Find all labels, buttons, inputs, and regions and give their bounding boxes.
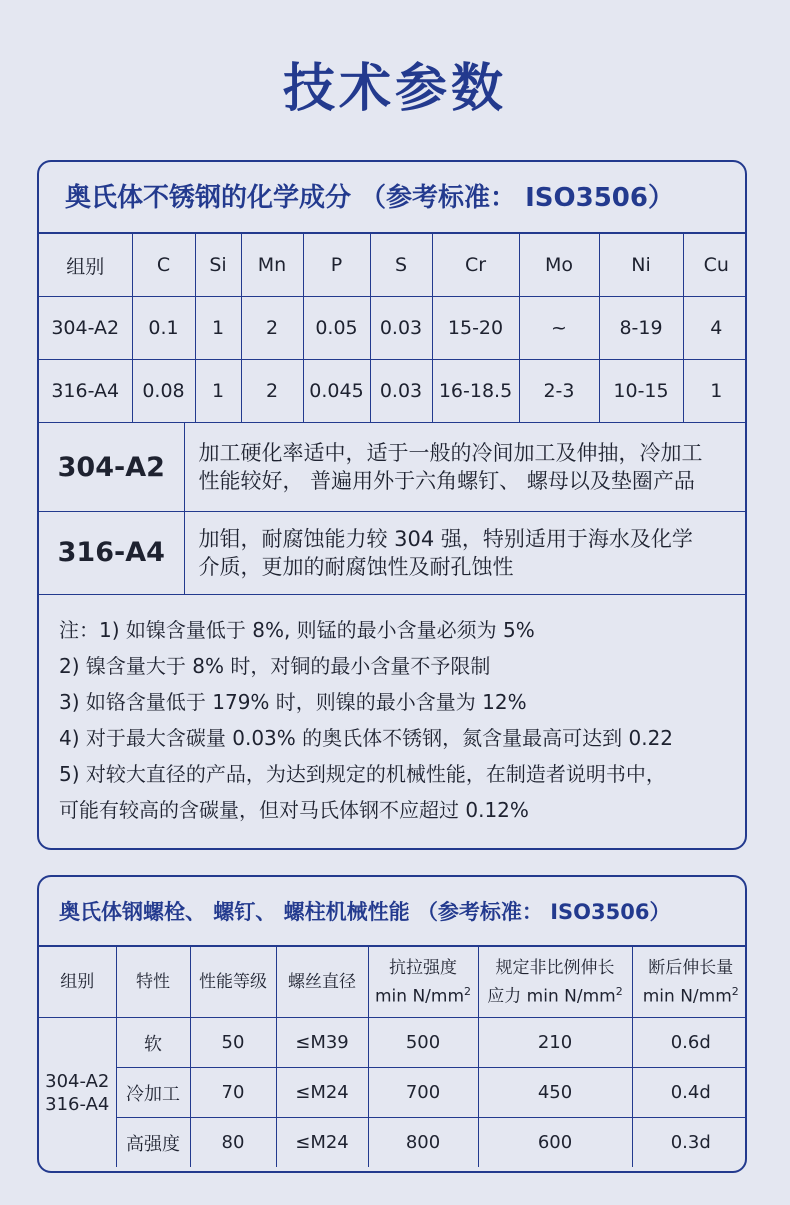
- table-cell: 1: [683, 360, 747, 423]
- header-unit: min N/mm: [374, 986, 465, 1007]
- header-cell: 螺丝直径: [276, 947, 368, 1018]
- table-cell: 0.3d: [632, 1118, 747, 1168]
- header-cell: Cu: [683, 234, 747, 297]
- table-cell: 50: [190, 1018, 276, 1068]
- table-cell: 2: [241, 297, 303, 360]
- header-cell: 组别: [39, 947, 116, 1018]
- table-cell: 10-15: [599, 360, 683, 423]
- header-cell: S: [370, 234, 432, 297]
- table-cell: ≤M39: [276, 1018, 368, 1068]
- composition-table: [39, 234, 747, 422]
- header-cell: [368, 947, 478, 1018]
- header-line: [369, 980, 478, 1009]
- grade-description: [184, 423, 745, 512]
- table-cell: 软: [116, 1018, 190, 1068]
- note-line: 2) 镍含量大于 8% 时，对铜的最小含量不予限制: [59, 653, 491, 678]
- note-line: 5) 对较大直径的产品，为达到规定的机械性能，在制造者说明书中，: [59, 761, 666, 786]
- header-cell: Mn: [241, 234, 303, 297]
- header-cell: P: [303, 234, 370, 297]
- table-cell: 210: [478, 1018, 632, 1068]
- table-cell: 4: [683, 297, 747, 360]
- mechanical-card: [37, 875, 747, 1173]
- grade-name: 316-A4: [39, 512, 184, 594]
- header-cell: 性能等级: [190, 947, 276, 1018]
- header-cell: [478, 947, 632, 1018]
- composition-card: [37, 160, 747, 850]
- header-cell: Mo: [519, 234, 599, 297]
- table-cell: 冷加工: [116, 1068, 190, 1118]
- superscript: 2: [615, 984, 623, 998]
- header-line: 规定非比例伸长: [495, 957, 615, 978]
- header-line: 断后伸长量: [648, 957, 734, 978]
- grade-description-line: 介质，更加的耐腐蚀性及耐孔蚀性: [198, 554, 514, 579]
- group-line: 316-A4: [45, 1093, 110, 1115]
- table-cell: 0.05: [303, 297, 370, 360]
- superscript: 2: [464, 984, 472, 998]
- table-cell: 15-20: [432, 297, 519, 360]
- grade-description-line: 加钼，耐腐蚀能力较 304 强，特别适用于海水及化学: [198, 526, 693, 551]
- table-cell: 70: [190, 1068, 276, 1118]
- header-line: 抗拉强度: [389, 957, 457, 978]
- table-cell: 2: [241, 360, 303, 423]
- table-cell: 高强度: [116, 1118, 190, 1168]
- header-unit: min N/mm: [642, 986, 732, 1007]
- table-cell: 700: [368, 1068, 478, 1118]
- table-cell: 304-A2: [39, 297, 132, 360]
- table-cell: 0.03: [370, 297, 432, 360]
- mechanical-header-row: [39, 947, 747, 1018]
- group-line: 304-A2: [45, 1070, 110, 1092]
- header-cell: C: [132, 234, 195, 297]
- table-row: [39, 1018, 747, 1068]
- table-cell: 800: [368, 1118, 478, 1168]
- composition-title: 奥氏体不锈钢的化学成分 （参考标准： ISO3506）: [39, 162, 745, 234]
- header-cell: Si: [195, 234, 241, 297]
- grade-description-table: [39, 422, 745, 594]
- table-cell: 600: [478, 1118, 632, 1168]
- mechanical-table: [39, 947, 747, 1167]
- header-cell: Ni: [599, 234, 683, 297]
- composition-header-row: [39, 234, 747, 297]
- grade-name: 304-A2: [39, 423, 184, 512]
- header-line: [479, 980, 632, 1009]
- table-row: [39, 1118, 747, 1168]
- table-cell: 2-3: [519, 360, 599, 423]
- table-cell: 500: [368, 1018, 478, 1068]
- grade-description-line: 性能较好， 普遍用外于六角螺钉、 螺母以及垫圈产品: [198, 469, 695, 493]
- header-cell: Cr: [432, 234, 519, 297]
- note-line: 注：1) 如镍含量低于 8%, 则锰的最小含量必须为 5%: [59, 617, 535, 642]
- note-line: 4) 对于最大含碳量 0.03% 的奥氏体不锈钢，氮含量最高可达到 0.22: [59, 725, 674, 750]
- header-cell: [632, 947, 747, 1018]
- header-cell: 组别: [39, 234, 132, 297]
- table-cell: ≤M24: [276, 1118, 368, 1168]
- table-row: [39, 1068, 747, 1118]
- group-cell: [39, 1018, 116, 1168]
- grade-description-line: 加工硬化率适中，适于一般的冷间加工及伸抽，冷加工: [198, 441, 703, 465]
- table-cell: 16-18.5: [432, 360, 519, 423]
- table-cell: 0.6d: [632, 1018, 747, 1068]
- table-cell: 0.045: [303, 360, 370, 423]
- header-line: [633, 980, 748, 1009]
- table-cell: 1: [195, 360, 241, 423]
- notes-section: [39, 594, 745, 828]
- table-cell: 450: [478, 1068, 632, 1118]
- table-cell: 8-19: [599, 297, 683, 360]
- superscript: 2: [731, 984, 739, 998]
- table-cell: ~: [519, 297, 599, 360]
- table-cell: 1: [195, 297, 241, 360]
- note-line: 3) 如铬含量低于 179% 时，则镍的最小含量为 12%: [59, 689, 527, 714]
- table-cell: 0.1: [132, 297, 195, 360]
- table-cell: 316-A4: [39, 360, 132, 423]
- grade-row: [39, 423, 745, 512]
- table-row: [39, 360, 747, 423]
- table-cell: 0.08: [132, 360, 195, 423]
- table-cell: 0.03: [370, 360, 432, 423]
- table-cell: 80: [190, 1118, 276, 1168]
- grade-row: [39, 512, 745, 594]
- table-cell: ≤M24: [276, 1068, 368, 1118]
- header-cell: 特性: [116, 947, 190, 1018]
- table-cell: 0.4d: [632, 1068, 747, 1118]
- header-unit: 应力 min N/mm: [487, 986, 616, 1007]
- table-row: [39, 297, 747, 360]
- page-title: 技术参数: [282, 59, 507, 119]
- mechanical-title: 奥氏体钢螺栓、 螺钉、 螺柱机械性能 （参考标准： ISO3506）: [39, 877, 745, 947]
- grade-description: [184, 512, 745, 594]
- note-line: 可能有较高的含碳量，但对马氏体钢不应超过 0.12%: [59, 797, 529, 822]
